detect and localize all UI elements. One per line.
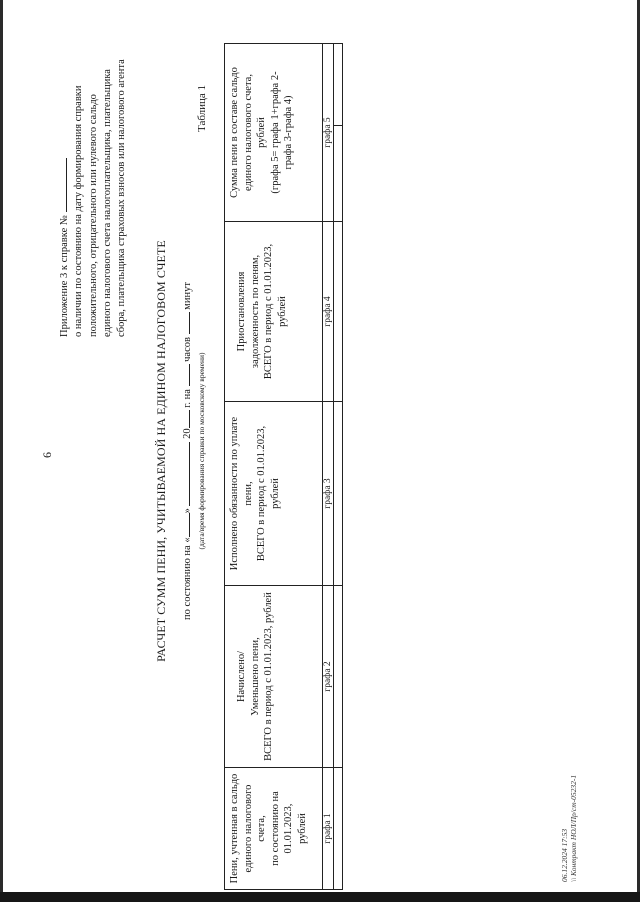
print-stamp: 06.12.2024 17:53 \\ Контракт НОЛ/Пр/ст-05232-1 <box>560 774 578 882</box>
year-blank <box>180 410 190 428</box>
appendix-header <box>56 7 129 337</box>
header-column-4: Приостановления задолженность по пеням, ВСЕГО в период с 01.01.2023, рублей <box>225 222 323 402</box>
header-column-1: Пени, учтенная в сальдо единого налогового счета, по состоянию на 01.01.2023, рублей <box>225 768 323 890</box>
data-cell-1 <box>334 768 343 890</box>
table-graph-number-row <box>323 43 334 889</box>
hours-blank <box>180 365 190 387</box>
appendix-line-2: о наличии по состоянию на дату формирования справки <box>73 85 85 337</box>
appendix-line-3: положительного, отрицательного или нулевого сальдо <box>87 94 99 337</box>
document-title: РАСЧЕТ СУММ ПЕНИ, УЧИТЫВАЕМОЙ НА ЕДИНОМ НАЛОГОВОМ СЧЕТЕ <box>154 240 168 662</box>
data-cell-4 <box>334 222 343 402</box>
data-cell-5b <box>334 43 343 125</box>
header-column-5: Сумма пени в составе сальдо единого налогового счета, рублей (графа 5= графа 1+графа 2- графа 3-графа 4) <box>225 43 323 221</box>
table-header-row <box>225 43 323 889</box>
graph-label-2: графа 2 <box>323 586 334 768</box>
as-of-line: по состоянию на «» 20 г. на часов минут <box>182 282 193 620</box>
header-column-3: Исполнено обязанности по уплате пени, ВСЕГО в период с 01.01.2023, рублей <box>225 402 323 586</box>
header-column-2: Начислено/ Уменьшено пени, ВСЕГО в период с 01.01.2023, рублей <box>225 586 323 768</box>
certificate-number-blank <box>56 159 67 213</box>
appendix-line-1: Приложение 3 к справке № <box>56 7 72 337</box>
appendix-line-4: единого налогового счета налогоплательщика, плательщика <box>101 69 113 337</box>
data-cell-2 <box>334 586 343 768</box>
graph-label-1: графа 1 <box>323 768 334 890</box>
as-of-note: (дата/время формирования справки по московскому времени) <box>197 352 206 550</box>
graph-label-4: графа 4 <box>323 222 334 402</box>
minutes-blank <box>180 312 190 334</box>
graph-label-5: графа 5 <box>323 43 334 221</box>
table-data-row <box>334 43 343 889</box>
data-cell-5a <box>334 126 343 222</box>
month-blank <box>180 442 190 506</box>
appendix-line-5: сбора, плательщика страховых взносов или налогового агента <box>116 59 128 337</box>
page-number: 6 <box>40 452 54 458</box>
table-label: Таблица 1 <box>196 84 208 132</box>
data-cell-3 <box>334 402 343 586</box>
day-blank <box>180 513 190 537</box>
penalty-calculation-table <box>224 43 343 890</box>
graph-label-3: графа 3 <box>323 402 334 586</box>
